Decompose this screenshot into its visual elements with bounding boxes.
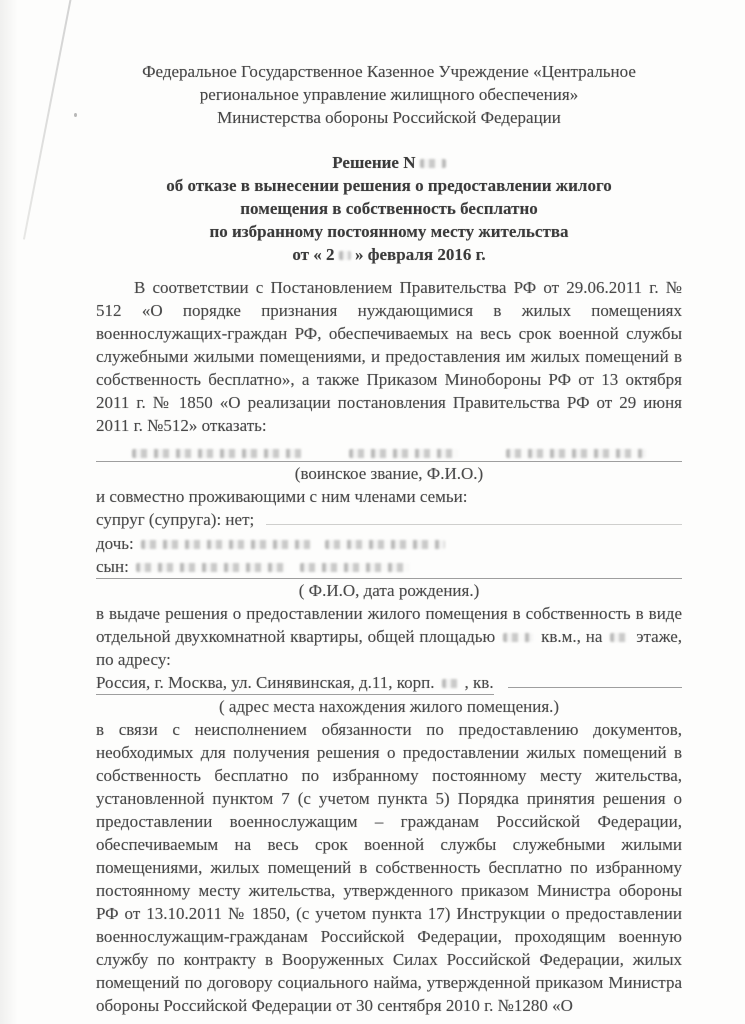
- refusal-text-part-3: этаже, по адресу:: [96, 627, 683, 669]
- address-text-wrap: [96, 671, 494, 695]
- spouse-line: [96, 508, 682, 532]
- redacted-floor-value: [610, 633, 628, 642]
- org-name-line-2: региональное управление жилищного обеспечения»: [199, 85, 579, 104]
- son-line: [96, 555, 682, 579]
- decision-date-prefix: от « 2: [292, 245, 335, 264]
- spouse-text: супруг (супруга): нет;: [96, 510, 255, 529]
- decision-label: Решение N: [332, 153, 416, 172]
- refusal-text-part-2: кв.м., на: [541, 627, 603, 646]
- decision-subtitle-line-3: по избранному постоянному месту жительства: [209, 222, 569, 241]
- apartment-fill-line: [508, 687, 682, 688]
- applicant-fill-line: [96, 437, 682, 462]
- refusal-paragraph: [96, 602, 682, 671]
- reason-paragraph: в связи с неисполнением обязанности по предоставлению документов, необходимых для получения решения о предоставлении жилых помещений в собственность бесплатно по избранному постоянному месту жительства, установленной пунктом 7 (с учетом пункта 5) Порядка принятия решения о предоставлении военнослужащим – гражданам Российской Федерации, обеспечиваемым на весь срок военной службы служебными жилыми помещениями, жилых помещений в собственность бесплатно по избранному постоянному месту жительства, утвержденного приказом Министра обороны РФ от 13.10.2011 № 1850, (с учетом пункта 17) Инструкции о предоставлении военнослужащим-гражданам Российской Федерации, проходящим военную службу по контракту в Вооруженных Силах Российской Федерации, жилых помещений по договору социального найма, утвержденной приказом Министра обороны Российской Федерации от 30 сентября 2010 г. №1280 «О: [96, 720, 682, 1015]
- family-intro-line: и совместно проживающими с ним членами семьи:: [96, 487, 468, 506]
- redacted-korpus-value: [442, 679, 458, 688]
- decision-date-suffix: » февраля 2016 г.: [355, 245, 486, 264]
- scan-edge-shadow: [0, 0, 18, 1024]
- org-name-line-1: Федеральное Государственное Казенное Учреждение «Центральное: [142, 62, 636, 81]
- daughter-label: дочь:: [96, 534, 134, 553]
- daughter-line: [96, 532, 682, 555]
- redacted-daughter-dob: [325, 540, 445, 549]
- redacted-daughter-info: [141, 540, 311, 549]
- address-line: [96, 671, 682, 695]
- decision-number-line: [96, 151, 682, 174]
- redacted-decision-number: [420, 159, 446, 168]
- address-kv-label: , кв.: [464, 673, 494, 692]
- org-name: [96, 60, 682, 129]
- decision-date-line: [96, 243, 682, 266]
- son-label: сын:: [96, 557, 129, 576]
- address-caption: ( адрес места нахождения жилого помещения.): [218, 697, 560, 716]
- document-content: [96, 60, 682, 1017]
- redacted-applicant-name-part: [132, 449, 302, 458]
- address-text: Россия, г. Москва, ул. Синявинская, д.11, корп.: [96, 673, 435, 692]
- redacted-applicant-name-part: [506, 449, 646, 458]
- org-name-line-3: Министерства обороны Российской Федерации: [217, 108, 561, 127]
- decision-subtitle-line-1: об отказе в вынесении решения о предоставлении жилого: [166, 176, 612, 195]
- spouse-fill-line: [266, 524, 682, 525]
- redacted-area-value: [503, 633, 533, 642]
- decision-subtitle-line-2: помещения в собственность бесплатно: [240, 199, 538, 218]
- decision-title-block: [96, 151, 682, 266]
- redacted-applicant-name-part: [349, 449, 459, 458]
- redacted-son-dob: [300, 563, 410, 572]
- fio-dob-caption: ( Ф.И.О, дата рождения.): [298, 581, 480, 600]
- redacted-son-info: [136, 563, 286, 572]
- intro-paragraph: В соответствии с Постановлением Правительства РФ от 29.06.2011 г. № 512 «О порядке признания нуждающимися в жилых помещениях военнослужащих-граждан РФ, обеспечиваемых на весь срок военной службы служебными жилыми помещениями, и предоставления им жилых помещений в собственность бесплатно», а также Приказом Минобороны РФ от 13 октября 2011 г. № 1850 «О реализации постановления Правительства РФ от 29 июня 2011 г. №512» отказать:: [96, 278, 682, 435]
- rank-fio-caption: (воинское звание, Ф.И.О.): [294, 464, 484, 483]
- scan-speck-artifact: [74, 113, 77, 117]
- refusal-text-part-1: в выдаче решения о предоставлении жилого помещения в собственность в виде отдельной двухкомнатной квартиры, общей площадью: [96, 604, 682, 646]
- redacted-date-day: [339, 251, 351, 260]
- scan-crease-artifact: [23, 0, 73, 240]
